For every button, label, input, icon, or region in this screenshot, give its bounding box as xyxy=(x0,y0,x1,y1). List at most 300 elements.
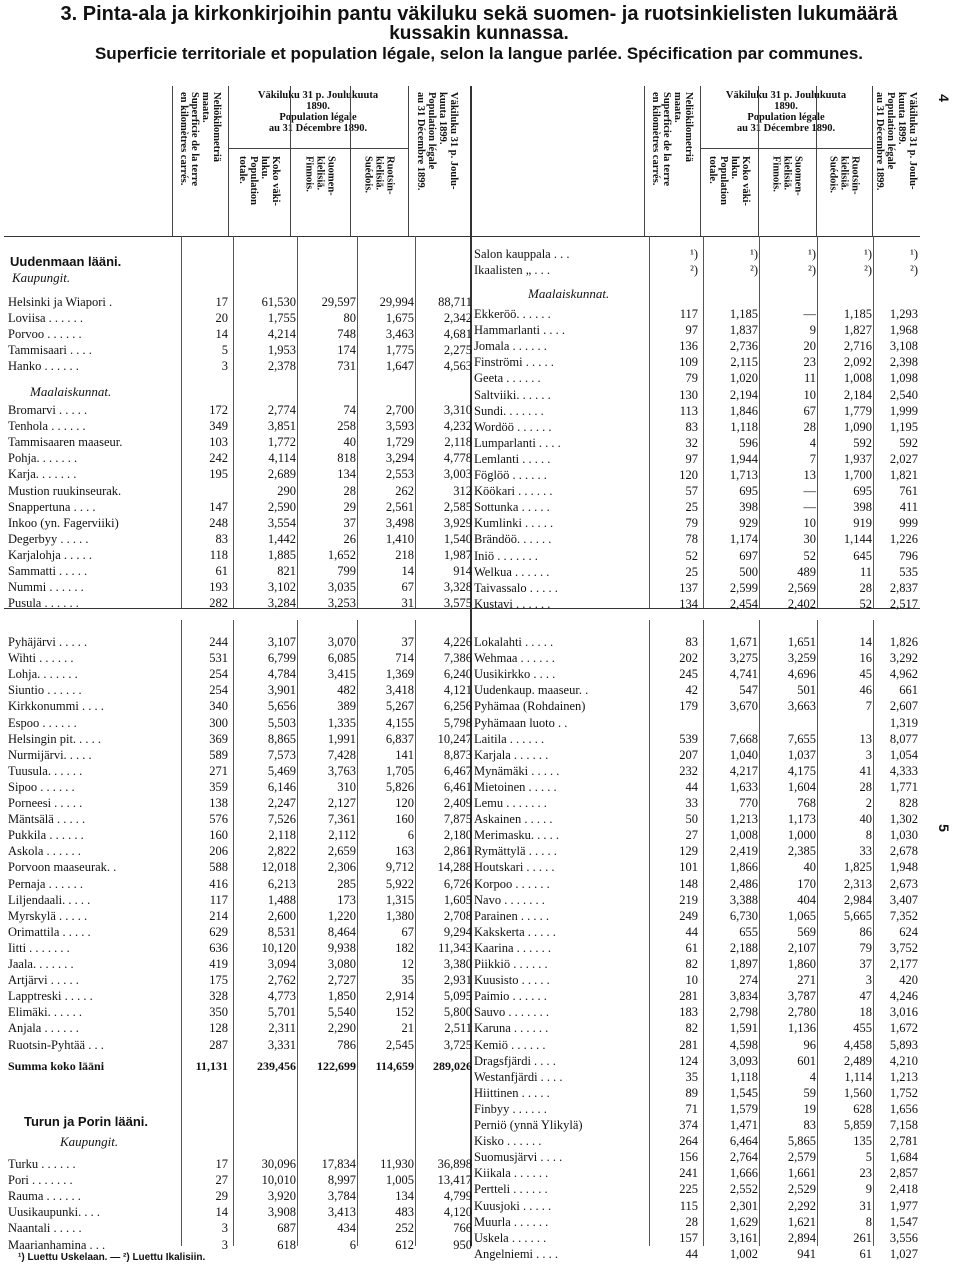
cell-value: — xyxy=(803,484,816,499)
cell-value: 1,065 xyxy=(787,908,816,923)
cell-value: 7,386 xyxy=(443,651,472,666)
cell-value: 170 xyxy=(797,876,816,891)
cell-value: 4,778 xyxy=(443,451,472,466)
municipality-name: Karjala . . . . . . xyxy=(474,747,549,762)
municipality-name: Ekkeröö. . . . . . xyxy=(474,307,551,321)
cell-value: 1,293 xyxy=(889,307,918,321)
municipality-name: Finströmi . . . . . xyxy=(474,355,554,370)
cell-value: 2,184 xyxy=(843,387,872,402)
cell-value: 134 xyxy=(337,467,356,482)
cell-value: 2,301 xyxy=(729,1198,758,1213)
cell-value: 2,798 xyxy=(729,1005,758,1020)
cell-value: 1,220 xyxy=(327,908,356,923)
municipality-name: Piikkiö . . . . . . xyxy=(474,957,548,971)
cell-value: 254 xyxy=(209,683,228,698)
cell-value: 3,556 xyxy=(889,1230,918,1245)
cell-value: 28 xyxy=(859,779,872,794)
cell-value: 78 xyxy=(685,532,698,547)
cell-value: 11,131 xyxy=(195,1059,228,1073)
column-rule xyxy=(415,236,416,608)
municipality-name: Lumparlanti . . . . xyxy=(474,435,561,450)
cell-value: 1,040 xyxy=(729,747,758,762)
cell-value: 3,035 xyxy=(327,580,356,595)
cell-value: 3,929 xyxy=(443,515,472,530)
header-total: Koko väki- luku. Population totale. xyxy=(228,86,291,236)
cell-value: 1,027 xyxy=(889,1246,918,1261)
table-row xyxy=(8,434,478,450)
cell-value: 4,155 xyxy=(385,715,414,730)
cell-value: 287 xyxy=(209,1037,228,1052)
cell-value: 173 xyxy=(337,892,356,907)
cell-value: 1,647 xyxy=(385,359,414,374)
column-rule xyxy=(233,620,234,1246)
municipality-name: Mustion ruukinseurak. xyxy=(8,483,122,498)
municipality-name: Tenhola . . . . . . xyxy=(8,419,86,434)
cell-value: 661 xyxy=(899,683,918,698)
cell-value: 4,773 xyxy=(267,989,296,1004)
cell-value: 3,725 xyxy=(443,1037,472,1052)
cell-value: 3,388 xyxy=(729,892,758,907)
cell-value: 1,410 xyxy=(385,531,414,546)
cell-value: 249 xyxy=(679,908,698,923)
cell-value: 1,335 xyxy=(327,715,356,730)
cell-value: 2,774 xyxy=(267,403,296,417)
cell-value: 3,407 xyxy=(889,892,918,907)
municipality-name: Hanko . . . . . . xyxy=(8,359,79,374)
cell-value: 3,763 xyxy=(327,763,356,778)
cell-value: 592 xyxy=(899,435,918,450)
cell-value: 1,054 xyxy=(889,747,918,762)
cell-value: 26 xyxy=(343,531,356,546)
municipality-name: Kaarina . . . . . . xyxy=(474,940,552,955)
municipality-name: Finbyy . . . . . . xyxy=(474,1101,547,1116)
cell-value: 239,456 xyxy=(257,1059,296,1073)
cell-value: ²) xyxy=(690,263,698,278)
cell-value: 244 xyxy=(209,635,228,649)
cell-value: 290 xyxy=(277,483,296,498)
municipality-name: Jaala. . . . . . . xyxy=(8,957,74,971)
cell-value: 1,705 xyxy=(385,763,414,778)
municipality-name: Wihti . . . . . . xyxy=(8,651,74,666)
cell-value: 10 xyxy=(803,516,816,531)
column-rule xyxy=(817,236,818,608)
cell-value: 97 xyxy=(685,323,698,338)
cell-value: 3,259 xyxy=(787,651,816,666)
cell-value: 5,701 xyxy=(267,1005,296,1020)
cell-value: 3,331 xyxy=(267,1037,296,1052)
cell-value: — xyxy=(803,307,816,321)
cell-value: 152 xyxy=(395,1005,414,1020)
cell-value: 2,402 xyxy=(787,596,816,611)
cell-value: 3,016 xyxy=(889,1005,918,1020)
cell-value: 1,850 xyxy=(327,989,356,1004)
cell-value: 1,968 xyxy=(889,323,918,338)
table-row xyxy=(8,988,478,1004)
cell-value: 3,784 xyxy=(327,1189,356,1204)
cell-value: 3,920 xyxy=(267,1189,296,1204)
cell-value: 2,561 xyxy=(385,499,414,514)
cell-value: 136 xyxy=(679,339,698,354)
table-row xyxy=(8,876,478,892)
municipality-name: Welkua . . . . . . xyxy=(474,564,550,579)
cell-value: 8 xyxy=(865,1214,872,1229)
cell-value: 52 xyxy=(685,548,698,563)
cell-value: 9,938 xyxy=(327,940,356,955)
cell-value: 115 xyxy=(679,1198,698,1213)
municipality-name: Muurla . . . . . . xyxy=(474,1214,549,1229)
table-row xyxy=(8,779,478,795)
cell-value: 3,908 xyxy=(267,1205,296,1220)
municipality-name: Angelniemi . . . . xyxy=(474,1246,559,1261)
cell-value: 8 xyxy=(865,828,872,843)
cell-value: 748 xyxy=(337,327,356,342)
title-line-1: 3. Pinta-ala ja kirkonkirjoihin pantu väkiluku sekä suomen- ja ruotsinkielisten lukumäärä xyxy=(60,3,898,25)
cell-value: 281 xyxy=(679,989,698,1004)
cell-value: 61,530 xyxy=(261,295,296,309)
cell-value: 2,579 xyxy=(787,1150,816,1165)
cell-value: 818 xyxy=(337,451,356,466)
cell-value: 3,554 xyxy=(267,515,296,530)
cell-value: 786 xyxy=(337,1037,356,1052)
cell-value: 2,708 xyxy=(443,908,472,923)
cell-value: 175 xyxy=(209,973,228,988)
municipality-name: Brändöö. . . . . . xyxy=(474,532,552,547)
cell-value: 2,659 xyxy=(327,844,356,859)
municipality-name: Kustavi . . . . . . xyxy=(474,596,551,611)
cell-value: 3,093 xyxy=(729,1053,758,1068)
cell-value: 1,729 xyxy=(385,435,414,450)
cell-value: 2,177 xyxy=(889,957,918,971)
table-row xyxy=(8,1037,478,1053)
cell-value: 359 xyxy=(209,779,228,794)
cell-value: 82 xyxy=(685,957,698,971)
cell-value: 101 xyxy=(679,860,698,875)
cell-value: 398 xyxy=(853,500,872,515)
cell-value: 89 xyxy=(685,1085,698,1100)
cell-value: 4,214 xyxy=(267,327,296,342)
table-row xyxy=(8,666,478,682)
header-name-column-r xyxy=(472,86,645,236)
municipality-name: Elimäki. . . . . . xyxy=(8,1005,82,1020)
cell-value: 20 xyxy=(803,339,816,354)
municipality-name: Houtskari . . . . . xyxy=(474,860,555,875)
cell-value: 1,185 xyxy=(843,307,872,321)
cell-value: 1,604 xyxy=(787,779,816,794)
cell-value: 19 xyxy=(803,1101,816,1116)
municipality-name: Mäntsälä . . . . . xyxy=(8,812,86,827)
municipality-name: Artjärvi . . . . . xyxy=(8,973,79,988)
cell-value: 61 xyxy=(685,940,698,955)
cell-value: 2,689 xyxy=(267,467,296,482)
municipality-name: Uskela . . . . . . xyxy=(474,1230,547,1245)
cell-value: 1,226 xyxy=(889,532,918,547)
municipality-name: Rauma . . . . . . xyxy=(8,1189,81,1204)
cell-value: 1,605 xyxy=(443,892,472,907)
cell-value: 28 xyxy=(859,580,872,595)
column-rule xyxy=(357,236,358,608)
municipality-name: Pohja. . . . . . . xyxy=(8,451,78,466)
cell-value: 4 xyxy=(809,435,816,450)
municipality-name: Lohja. . . . . . . xyxy=(8,667,78,682)
cell-value: 1,002 xyxy=(729,1246,758,1261)
cell-value: 5,503 xyxy=(267,715,296,730)
cell-value: 374 xyxy=(679,1118,698,1132)
cell-value: 10 xyxy=(803,387,816,402)
cell-value: 7,428 xyxy=(327,747,356,762)
cell-value: 14 xyxy=(215,327,228,342)
cell-value: 1,860 xyxy=(787,957,816,971)
cell-value: 2,511 xyxy=(444,1021,472,1036)
cell-value: 120 xyxy=(395,796,414,810)
municipality-name: Bromarvi . . . . . xyxy=(8,403,88,417)
municipality-name: Föglöö . . . . . . xyxy=(474,468,547,482)
cell-value: 12 xyxy=(401,957,414,971)
cell-value: 1,772 xyxy=(267,435,296,450)
cell-value: 4,226 xyxy=(443,635,472,649)
cell-value: 80 xyxy=(343,311,356,326)
cell-value: 369 xyxy=(209,731,228,746)
cell-value: 2,678 xyxy=(889,844,918,859)
table-row xyxy=(8,326,478,342)
table-row xyxy=(8,358,478,374)
cell-value: 2,311 xyxy=(268,1021,296,1036)
municipality-name: Helsingin pit. . . . . xyxy=(8,731,102,746)
column-rule xyxy=(415,620,416,1246)
cell-value: 1,114 xyxy=(844,1069,872,1084)
cell-value: 1,560 xyxy=(843,1085,872,1100)
cell-value: 2,517 xyxy=(889,596,918,611)
cell-value: 207 xyxy=(679,747,698,762)
cell-value: 8,464 xyxy=(327,924,356,939)
cell-value: 122,699 xyxy=(317,1059,356,1073)
cell-value: 547 xyxy=(739,683,758,698)
cell-value: 129 xyxy=(679,844,698,859)
cell-value: 761 xyxy=(899,484,918,499)
cell-value: 2,419 xyxy=(729,844,758,859)
cell-value: 404 xyxy=(797,892,816,907)
table-row xyxy=(8,892,478,908)
municipality-name: Pyhämaa (Rohdainen) xyxy=(474,699,586,714)
municipality-name: Rymättylä . . . . . xyxy=(474,844,557,859)
cell-value: 10,010 xyxy=(261,1173,296,1188)
cell-value: 4,210 xyxy=(889,1053,918,1068)
cell-value: 6,461 xyxy=(443,779,472,794)
cell-value: 2,180 xyxy=(443,828,472,843)
municipality-name: Westanfjärdi . . . . xyxy=(474,1069,563,1084)
cell-value: 271 xyxy=(797,973,816,988)
cell-value: ¹) xyxy=(808,247,816,261)
cell-value: 83 xyxy=(685,419,698,434)
table-row xyxy=(8,795,478,811)
cell-value: 14 xyxy=(215,1205,228,1220)
header-finnish: Suomen- kielisiä. Finnois. xyxy=(290,86,351,236)
cell-value: 2,545 xyxy=(385,1037,414,1052)
cell-value: 6 xyxy=(349,1237,356,1252)
municipality-name: Hiittinen . . . . . xyxy=(474,1085,550,1100)
cell-value: 11 xyxy=(859,564,872,579)
municipality-name: Uusikaupunki. . . . xyxy=(8,1205,101,1220)
municipality-name: Porneesi . . . . . xyxy=(8,796,83,810)
cell-value: 2,107 xyxy=(787,940,816,955)
table-row xyxy=(8,1204,478,1220)
cell-value: 714 xyxy=(395,651,414,666)
cell-value: 770 xyxy=(739,796,758,810)
cell-value: 596 xyxy=(739,435,758,450)
table-row xyxy=(8,1058,478,1074)
cell-value: 1,380 xyxy=(385,908,414,923)
cell-value: 4,741 xyxy=(729,667,758,682)
cell-value: 3,901 xyxy=(267,683,296,698)
cell-value: 4,232 xyxy=(443,419,472,434)
cell-value: 282 xyxy=(209,596,228,611)
cell-value: 3,752 xyxy=(889,940,918,955)
cell-value: 2,118 xyxy=(268,828,296,843)
cell-value: — xyxy=(803,500,816,515)
table-row xyxy=(8,972,478,988)
cell-value: 2,418 xyxy=(889,1182,918,1197)
cell-value: 4,114 xyxy=(268,451,296,466)
column-rule xyxy=(873,236,874,608)
cell-value: 1,000 xyxy=(787,828,816,843)
cell-value: 11,930 xyxy=(380,1157,414,1171)
cell-value: 1,302 xyxy=(889,812,918,827)
cell-value: 5 xyxy=(865,1150,872,1165)
cell-value: 174 xyxy=(337,343,356,358)
page-title xyxy=(4,4,954,64)
cell-value: 3,070 xyxy=(327,635,356,649)
cell-value: 118 xyxy=(209,547,228,562)
municipality-name: Maarianhamina . . . xyxy=(8,1237,106,1252)
cell-value: 3,294 xyxy=(385,451,414,466)
cell-value: 1,987 xyxy=(443,547,472,562)
cell-value: 2,027 xyxy=(889,451,918,466)
header-swedish-r: Ruotsin- kielisiä. Suédois. xyxy=(816,86,873,236)
municipality-name: Nurmijärvi. . . . . xyxy=(8,747,92,762)
cell-value: 2,290 xyxy=(327,1021,356,1036)
cell-value: 8,997 xyxy=(327,1173,356,1188)
municipality-name: Sundi. . . . . . . xyxy=(474,403,544,418)
header-group: Väkiluku 31 p. Joulukuuta 1890. Population légale au 31 Décembre 1890. xyxy=(228,90,408,149)
cell-value: 1,442 xyxy=(267,531,296,546)
cell-value: 1,144 xyxy=(843,532,872,547)
cell-value: 214 xyxy=(209,908,228,923)
cell-value: 768 xyxy=(797,796,816,810)
cell-value: 821 xyxy=(277,564,296,578)
cell-value: 261 xyxy=(853,1230,872,1245)
cell-value: 1,118 xyxy=(730,1069,758,1084)
table-row xyxy=(8,531,478,547)
cell-value: 2,861 xyxy=(443,844,472,859)
cell-value: 3,413 xyxy=(327,1205,356,1220)
cell-value: 1,656 xyxy=(889,1101,918,1116)
cell-value: ¹) xyxy=(910,247,918,261)
cell-value: 193 xyxy=(209,580,228,595)
table-row xyxy=(8,1237,478,1253)
cell-value: 4 xyxy=(809,1069,816,1084)
cell-value: 83 xyxy=(685,635,698,649)
cell-value: 1,579 xyxy=(729,1101,758,1116)
cell-value: 2,092 xyxy=(843,355,872,370)
municipality-name: Wehmaa . . . . . . xyxy=(474,651,555,666)
cell-value: 8,865 xyxy=(267,731,296,746)
cell-value: 5,095 xyxy=(443,989,472,1004)
municipality-name: Perniö (ynnä Ylikylä) xyxy=(474,1118,583,1132)
cell-value: 2,112 xyxy=(328,828,356,843)
municipality-name: Hammarlanti . . . . xyxy=(474,323,565,338)
municipality-name: Lemlanti . . . . . xyxy=(474,451,551,466)
cell-value: 588 xyxy=(209,860,228,875)
cell-value: 3,102 xyxy=(267,580,296,595)
municipality-name: Ruotsin-Pyhtää . . . xyxy=(8,1037,104,1052)
cell-value: 79 xyxy=(685,371,698,386)
cell-value: 3,418 xyxy=(385,683,414,698)
municipality-name: Uusikirkko . . . . xyxy=(474,667,556,682)
cell-value: 3,003 xyxy=(443,467,472,482)
table-row xyxy=(8,715,478,731)
header-name-column xyxy=(0,86,173,236)
cell-value: 202 xyxy=(679,651,698,666)
cell-value: 3,094 xyxy=(267,957,296,971)
table-row xyxy=(8,499,478,515)
cell-value: 141 xyxy=(395,747,414,762)
table-row xyxy=(8,924,478,940)
header-area: Neliökilometriä maata. Superficie de la terre en kilomètres carrés. xyxy=(172,86,229,236)
cell-value: 4,246 xyxy=(889,989,918,1004)
cell-value: 3,415 xyxy=(327,667,356,682)
cell-value: 30,096 xyxy=(261,1157,296,1171)
municipality-name: Tuusula. . . . . . xyxy=(8,763,83,778)
cell-value: 289,026 xyxy=(433,1059,472,1073)
table-row xyxy=(8,650,478,666)
cell-value: 500 xyxy=(739,564,758,579)
cell-value: 30 xyxy=(803,532,816,547)
municipality-name: Ikaalisten „ . . . xyxy=(474,263,551,278)
cell-value: 4,121 xyxy=(443,683,472,698)
column-rule xyxy=(181,620,182,1246)
cell-value: 2,569 xyxy=(787,580,816,595)
cell-value: 18 xyxy=(859,1005,872,1020)
cell-value: 3,108 xyxy=(889,339,918,354)
cell-value: 7,352 xyxy=(889,908,918,923)
cell-value: 14,288 xyxy=(437,860,472,875)
cell-value: 33 xyxy=(859,844,872,859)
cell-value: 2,118 xyxy=(444,435,472,450)
cell-value: 82 xyxy=(685,1021,698,1036)
cell-value: 242 xyxy=(209,451,228,466)
cell-value: 3,292 xyxy=(889,651,918,666)
cell-value: 156 xyxy=(679,1150,698,1165)
cell-value: 2,673 xyxy=(889,876,918,891)
municipality-name: Navo . . . . . . . xyxy=(474,892,545,907)
cell-value: 172 xyxy=(209,403,228,417)
cell-value: 398 xyxy=(739,500,758,515)
cell-value: 2,552 xyxy=(729,1182,758,1197)
cell-value: 420 xyxy=(899,973,918,988)
cell-value: 23 xyxy=(803,355,816,370)
cell-value: 389 xyxy=(337,699,356,714)
cell-value: 1,090 xyxy=(843,419,872,434)
table-row xyxy=(8,859,478,875)
cell-value: 419 xyxy=(209,957,228,971)
cell-value: 13 xyxy=(803,468,816,482)
table-row xyxy=(8,595,478,611)
cell-value: 1,672 xyxy=(889,1021,918,1036)
cell-value: 114,659 xyxy=(375,1059,414,1073)
municipality-name: Taivassalo . . . . . xyxy=(474,580,558,595)
cell-value: 483 xyxy=(395,1205,414,1220)
cell-value: 1,752 xyxy=(889,1085,918,1100)
cell-value: 1,666 xyxy=(729,1166,758,1181)
